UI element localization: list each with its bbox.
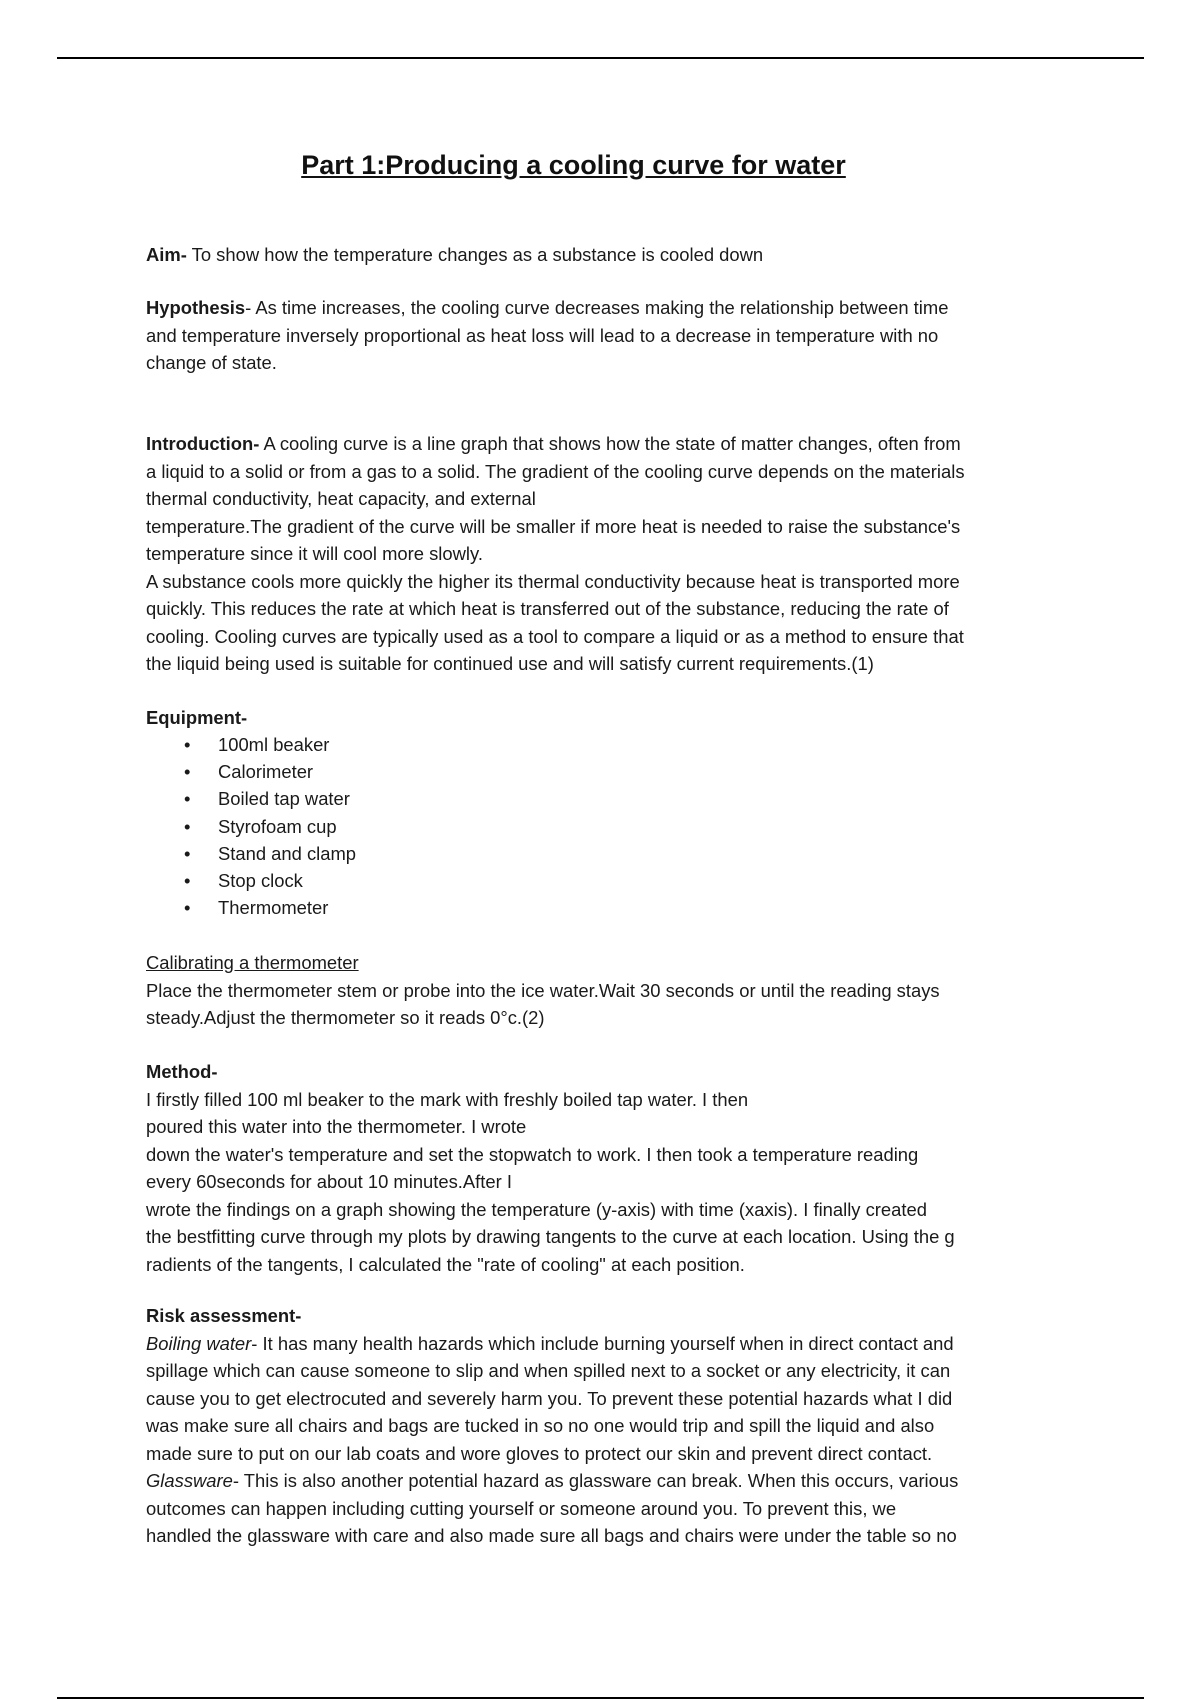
method-line: the bestfitting curve through my plots by drawing tangents to the curve at each location. Using the g (146, 1226, 955, 1247)
boiling-water-label: Boiling water (146, 1332, 252, 1354)
method-line: I firstly filled 100 ml beaker to the mark with freshly boiled tap water. I then (146, 1088, 749, 1110)
equipment-list (146, 731, 356, 921)
introduction-line: temperature.The gradient of the curve will be smaller if more heat is needed to raise the substance's (146, 515, 961, 537)
bullet-icon: • (184, 842, 191, 864)
calibrating-line: Place the thermometer stem or probe into the ice water.Wait 30 seconds or until the reading stays (146, 979, 940, 1001)
method-line: every 60seconds for about 10 minutes.After I (146, 1171, 512, 1192)
list-item (146, 840, 356, 867)
risk-line: handled the glassware with care and also made sure all bags and chairs were under the table so no (146, 1525, 957, 1546)
list-item (146, 867, 356, 894)
introduction-line: thermal conductivity, heat capacity, and external (146, 488, 536, 509)
introduction-line: cooling. Cooling curves are typically used as a tool to compare a liquid or as a method to ensure that (146, 625, 964, 647)
equipment-item: Boiled tap water (218, 788, 350, 810)
hypothesis-label: Hypothesis (146, 297, 246, 318)
bullet-icon: • (184, 761, 191, 783)
method-paragraph (146, 1058, 1076, 1278)
risk-line: outcomes can happen including cutting yourself or someone around you. To prevent this, we (146, 1497, 897, 1519)
glassware-label: Glassware (146, 1470, 233, 1491)
introduction-line: a liquid to a solid or from a gas to a solid. The gradient of the cooling curve depends on the materials (146, 460, 965, 482)
introduction-line: the liquid being used is suitable for continued use and will satisfy current requirements.(1) (146, 653, 874, 674)
top-rule (57, 57, 1144, 59)
method-line: poured this water into the thermometer. I wrote (146, 1116, 527, 1137)
list-item (146, 785, 356, 812)
bullet-icon: • (184, 870, 191, 892)
calibrating-heading: Calibrating a thermometer (146, 952, 359, 973)
bullet-icon: • (184, 897, 191, 919)
equipment-item: Calorimeter (218, 761, 314, 783)
calibrating-line: steady.Adjust the thermometer so it reads 0°c.(2) (146, 1007, 545, 1028)
introduction-line: quickly. This reduces the rate at which heat is transferred out of the substance, reducing the rate of (146, 598, 949, 619)
page-title: Part 1:Producing a cooling curve for water (301, 150, 846, 180)
risk-line: cause you to get electrocuted and severely harm you. To prevent these potential hazards what I did (146, 1387, 953, 1409)
hypothesis-line: - As time increases, the cooling curve decreases making the relationship between time (245, 297, 949, 318)
aim-paragraph (146, 241, 1076, 269)
risk-line: spillage which can cause someone to slip and when spilled next to a socket or any electricity, it can (146, 1360, 951, 1381)
risk-line: - This is also another potential hazard as glassware can break. When this occurs, various (232, 1470, 959, 1491)
risk-label: Risk assessment- (146, 1305, 302, 1326)
method-line: down the water's temperature and set the stopwatch to work. I then took a temperature reading (146, 1143, 919, 1165)
risk-line: made sure to put on our lab coats and wore gloves to protect our skin and prevent direct contact. (146, 1442, 933, 1464)
equipment-item: Stop clock (218, 870, 303, 892)
bottom-rule (57, 1697, 1144, 1699)
hypothesis-line: and temperature inversely proportional as heat loss will lead to a decrease in temperature with no (146, 324, 939, 346)
risk-paragraph (146, 1302, 1076, 1550)
introduction-label: Introduction- (146, 433, 260, 454)
introduction-paragraph (146, 430, 1076, 678)
list-item (146, 758, 356, 785)
introduction-line: A cooling curve is a line graph that shows how the state of matter changes, often from (259, 433, 961, 454)
risk-line: - It has many health hazards which include burning yourself when in direct contact and (251, 1332, 954, 1354)
calibrating-paragraph (146, 949, 1076, 1032)
equipment-item: Stand and clamp (218, 842, 357, 864)
list-item (146, 813, 356, 840)
method-line: wrote the findings on a graph showing the temperature (y-axis) with time (xaxis). I finally created (146, 1198, 927, 1220)
bullet-icon: • (184, 734, 191, 755)
equipment-item: 100ml beaker (218, 734, 330, 755)
bullet-icon: • (184, 815, 191, 837)
equipment-heading: Equipment- (146, 707, 248, 728)
hypothesis-line: change of state. (146, 352, 277, 373)
method-line: radients of the tangents, I calculated the "rate of cooling" at each position. (146, 1253, 745, 1275)
bullet-icon: • (184, 788, 191, 810)
aim-label: Aim- (146, 244, 187, 265)
equipment-item: Styrofoam cup (218, 815, 337, 837)
introduction-line: temperature since it will cool more slowly. (146, 543, 483, 564)
list-item (146, 894, 356, 921)
introduction-line: A substance cools more quickly the higher its thermal conductivity because heat is transported more (146, 570, 960, 592)
list-item (146, 731, 356, 758)
hypothesis-paragraph (146, 294, 1076, 377)
equipment-item: Thermometer (218, 897, 329, 919)
aim-text: To show how the temperature changes as a substance is cooled down (186, 244, 764, 265)
risk-line: was make sure all chairs and bags are tucked in so no one would trip and spill the liquid and also (146, 1415, 935, 1436)
method-label: Method- (146, 1061, 218, 1082)
